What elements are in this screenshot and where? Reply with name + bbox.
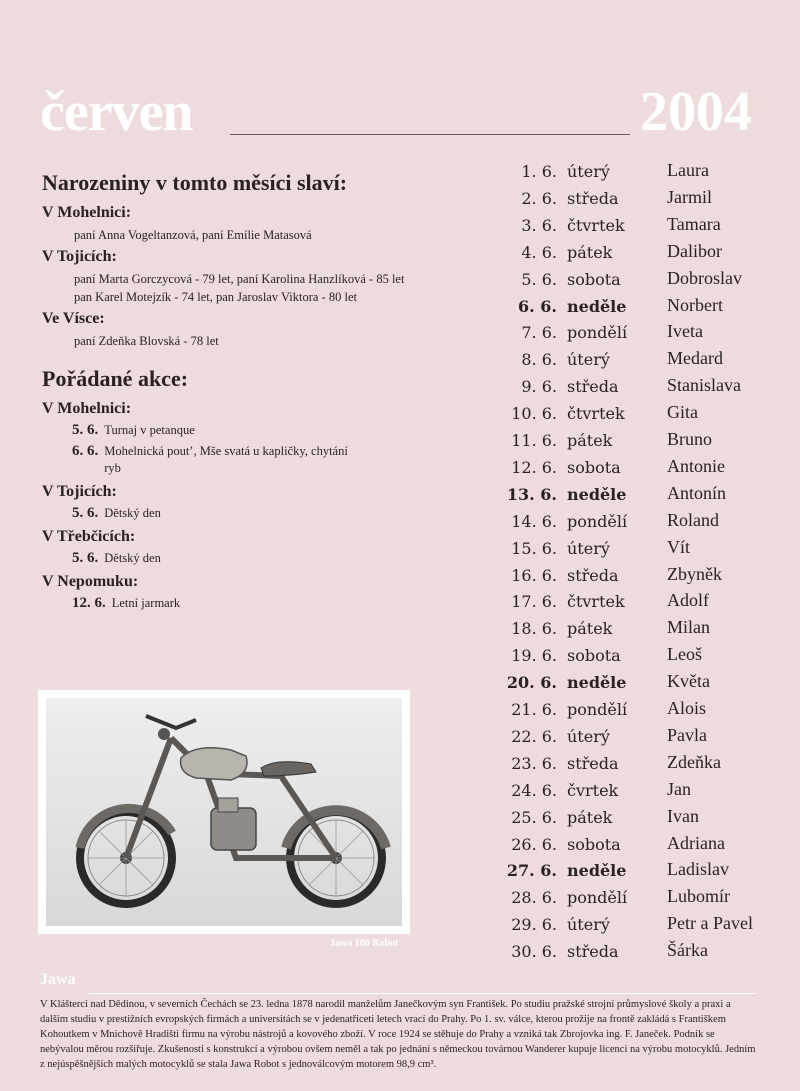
birthday-line: paní Zdeňka Blovská - 78 let	[74, 334, 219, 348]
event-date: 5. 6.	[72, 550, 99, 566]
calendar-day: čvrtek	[567, 780, 619, 800]
year-title: 2004	[640, 81, 752, 143]
calendar-row	[505, 615, 795, 642]
calendar-nameday: Milan	[667, 617, 710, 638]
calendar-date: 16. 6.	[511, 565, 557, 585]
event-date: 5. 6.	[72, 422, 99, 438]
info-column	[42, 170, 482, 616]
calendar-nameday: Laura	[667, 160, 709, 180]
calendar-nameday: Leoš	[667, 644, 702, 665]
event-item	[72, 422, 482, 439]
calendar-nameday: Lubomír	[667, 886, 730, 907]
calendar-row	[505, 319, 795, 346]
calendar-row	[505, 400, 795, 427]
birthday-line: paní Anna Vogeltanzová, paní Emílie Matasová	[74, 228, 312, 242]
birthday-line: paní Marta Gorczycová - 79 let, paní Karolina Hanzlíková - 85 let	[74, 272, 405, 286]
birthday-place: V Tojicích:	[42, 248, 117, 265]
calendar-date: 14. 6.	[511, 511, 557, 531]
calendar-date: 6. 6.	[518, 296, 557, 316]
calendar-row	[505, 857, 795, 884]
calendar-row	[505, 911, 795, 938]
calendar-row	[505, 293, 795, 320]
calendar-date: 29. 6.	[511, 915, 557, 935]
calendar-day: pátek	[567, 619, 613, 639]
calendar-date: 30. 6.	[511, 942, 557, 962]
calendar-row	[505, 212, 795, 239]
calendar-date: 28. 6.	[511, 888, 557, 908]
calendar-row	[505, 696, 795, 723]
calendar-nameday: Adolf	[667, 590, 709, 611]
calendar-row	[505, 777, 795, 804]
birthday-place: Ve Vísce:	[42, 310, 105, 327]
calendar-date: 8. 6.	[521, 350, 557, 370]
calendar-nameday: Stanislava	[667, 375, 741, 396]
calendar-row	[505, 185, 795, 212]
calendar-nameday: Vít	[667, 536, 691, 557]
birthday-place: V Mohelnici:	[42, 204, 132, 221]
calendar-day: pátek	[567, 242, 613, 262]
calendar-day: úterý	[567, 915, 610, 935]
calendar-nameday: Petr a Pavel	[667, 913, 753, 934]
event-text: Dětský den	[104, 506, 161, 520]
calendar-row	[505, 642, 795, 669]
calendar-row	[505, 508, 795, 535]
calendar-nameday: Zdeňka	[667, 751, 721, 772]
event-item	[72, 550, 482, 567]
calendar-nameday: Zbyněk	[667, 563, 722, 584]
calendar-row	[505, 562, 795, 589]
calendar-row	[505, 884, 795, 911]
event-item	[72, 595, 482, 612]
calendar-date: 18. 6.	[511, 619, 557, 639]
calendar-date: 2. 6.	[521, 188, 557, 208]
event-date: 5. 6.	[72, 505, 99, 521]
calendar-nameday: Dalibor	[667, 240, 722, 261]
calendar-row	[505, 454, 795, 481]
event-date: 6. 6.	[72, 443, 99, 459]
calendar-row	[505, 346, 795, 373]
calendar-day: sobota	[567, 646, 621, 666]
calendar-date: 15. 6.	[511, 538, 557, 558]
calendar-day: čtvrtek	[567, 404, 625, 424]
calendar-date: 27. 6.	[506, 861, 557, 881]
calendar-day: sobota	[567, 457, 621, 477]
calendar-date: 5. 6.	[521, 269, 557, 289]
event-place: V Nepomuku:	[42, 573, 139, 590]
calendar-date: 26. 6.	[511, 834, 557, 854]
event-text: Mohelnická pout’, Mše svatá u kapličky, chytání ryb	[104, 444, 348, 475]
calendar-day: úterý	[567, 538, 610, 558]
calendar-date: 20. 6.	[506, 673, 557, 693]
calendar-row	[505, 723, 795, 750]
photo-caption: Jawa 100 Robot	[330, 938, 399, 949]
calendar-date: 1. 6.	[521, 162, 557, 181]
calendar-day: úterý	[567, 726, 610, 746]
calendar-date: 19. 6.	[511, 646, 557, 666]
calendar-day: pondělí	[567, 323, 628, 343]
calendar-date: 3. 6.	[521, 215, 557, 235]
calendar-day: neděle	[567, 484, 627, 504]
calendar-nameday: Ivan	[667, 805, 699, 826]
calendar-day: neděle	[567, 673, 627, 693]
event-item	[72, 505, 482, 522]
event-date: 12. 6.	[72, 595, 106, 611]
calendar-date: 23. 6.	[511, 753, 557, 773]
calendar-day: středa	[567, 565, 619, 585]
calendar-nameday: Gita	[667, 402, 698, 423]
jawa-rule	[88, 993, 756, 994]
calendar-date: 10. 6.	[511, 404, 557, 424]
calendar-row	[505, 427, 795, 454]
calendar-date: 21. 6.	[511, 700, 557, 719]
calendar-row	[505, 535, 795, 562]
calendar-nameday: Antonín	[667, 482, 727, 503]
calendar-day: pondělí	[567, 700, 628, 719]
calendar-row	[505, 266, 795, 293]
calendar-row	[505, 750, 795, 777]
calendar-day: úterý	[567, 162, 610, 181]
jawa-title: Jawa	[40, 971, 76, 988]
calendar-date: 11. 6.	[511, 431, 557, 450]
calendar-row	[505, 669, 795, 696]
calendar-day: pondělí	[567, 511, 628, 531]
event-item	[72, 443, 362, 477]
calendar-day: pondělí	[567, 888, 628, 908]
calendar-nameday: Dobroslav	[667, 267, 742, 288]
calendar-nameday: Jan	[667, 778, 691, 799]
calendar-date: 9. 6.	[521, 377, 557, 397]
motorcycle-photo	[38, 690, 410, 934]
calendar-day: čtvrtek	[567, 592, 625, 612]
calendar-nameday: Adriana	[667, 832, 725, 853]
birthdays-title: Narozeniny v tomto měsíci slaví:	[42, 170, 348, 195]
event-text: Turnaj v petanque	[104, 423, 195, 437]
calendar-day: středa	[567, 753, 619, 773]
event-place: V Mohelnici:	[42, 400, 132, 417]
calendar-day: sobota	[567, 834, 621, 854]
calendar-nameday: Ladislav	[667, 859, 729, 880]
calendar-nameday: Norbert	[667, 294, 723, 315]
calendar-date: 22. 6.	[511, 726, 557, 746]
calendar-nameday: Květa	[667, 671, 710, 692]
birthday-line: pan Karel Motejzík - 74 let, pan Jaroslav Viktora - 80 let	[74, 290, 357, 304]
calendar-date: 7. 6.	[521, 323, 557, 343]
calendar-row	[505, 158, 795, 185]
calendar-row	[505, 804, 795, 831]
calendar-date: 24. 6.	[511, 780, 557, 800]
calendar-row	[505, 373, 795, 400]
calendar-nameday: Alois	[667, 698, 707, 718]
calendar-date: 17. 6.	[511, 592, 557, 612]
calendar-date: 25. 6.	[511, 807, 557, 827]
calendar-day: středa	[567, 942, 619, 962]
calendar-day: pátek	[567, 431, 613, 450]
calendar-date: 13. 6.	[506, 484, 557, 504]
event-place: V Třebčicích:	[42, 528, 136, 545]
calendar-day: neděle	[567, 296, 627, 316]
calendar-day: neděle	[567, 861, 627, 881]
calendar-nameday: Pavla	[667, 724, 707, 745]
calendar-nameday: Jarmil	[667, 186, 712, 207]
calendar-day: sobota	[567, 269, 621, 289]
motorcycle-illustration	[46, 698, 402, 926]
calendar-day: pátek	[567, 807, 613, 827]
calendar-nameday: Šárka	[667, 940, 708, 961]
calendar-date: 4. 6.	[521, 242, 557, 262]
calendar-day: úterý	[567, 350, 610, 370]
calendar-nameday: Bruno	[667, 429, 712, 449]
calendar-row	[505, 481, 795, 508]
event-text: Dětský den	[104, 551, 161, 565]
calendar-nameday: Roland	[667, 509, 719, 530]
calendar-row	[505, 239, 795, 266]
calendar-row	[505, 938, 795, 965]
event-place: V Tojicích:	[42, 483, 117, 500]
calendar-nameday: Tamara	[667, 213, 721, 234]
calendar-nameday: Antonie	[667, 455, 725, 476]
calendar-date: 12. 6.	[511, 457, 557, 477]
calendar-day: středa	[567, 188, 619, 208]
calendar-row	[505, 588, 795, 615]
event-text: Letní jarmark	[111, 596, 181, 610]
month-title: červen	[40, 81, 193, 143]
calendar-nameday: Medard	[667, 348, 723, 369]
calendar-day: středa	[567, 377, 619, 397]
calendar-nameday: Iveta	[667, 321, 703, 342]
events-title: Pořádané akce:	[42, 366, 189, 391]
calendar-day: čtvrtek	[567, 215, 625, 235]
calendar-row	[505, 831, 795, 858]
header-rule	[230, 134, 630, 135]
jawa-text: V Klášterci nad Dědinou, v severních Čechách se 23. ledna 1878 narodil manželům Janečkovým syn František. Po studiu pražské strojní průmyslové školy a praxi a dalším studiu v prestižních evropských firmách a universitách se v jedenatřiceti letech vrací do Prahy. Po 1. sv. válce, kterou prožije na frontě zakládá s Františkem Kohoutkem v Mnichově Hradišti firmu na výrobu nástrojů a kovového zboží. V roce 1924 se stěhuje do Prahy a vzniká tak Zbrojovka ing. F. Janeček. Podnik se nebývalou měrou rozšiřuje. Zkušenosti s konstrukcí a výrobou ovšem neměl a tak po jednání s německou továrnou Wanderer kupuje licenci na výrobu motocyklů. Jedním z nejúspěšnějších malých motocyklů se stala Jawa Robot s jednoválcovým motorem 98,9 cm³.	[40, 999, 756, 1070]
